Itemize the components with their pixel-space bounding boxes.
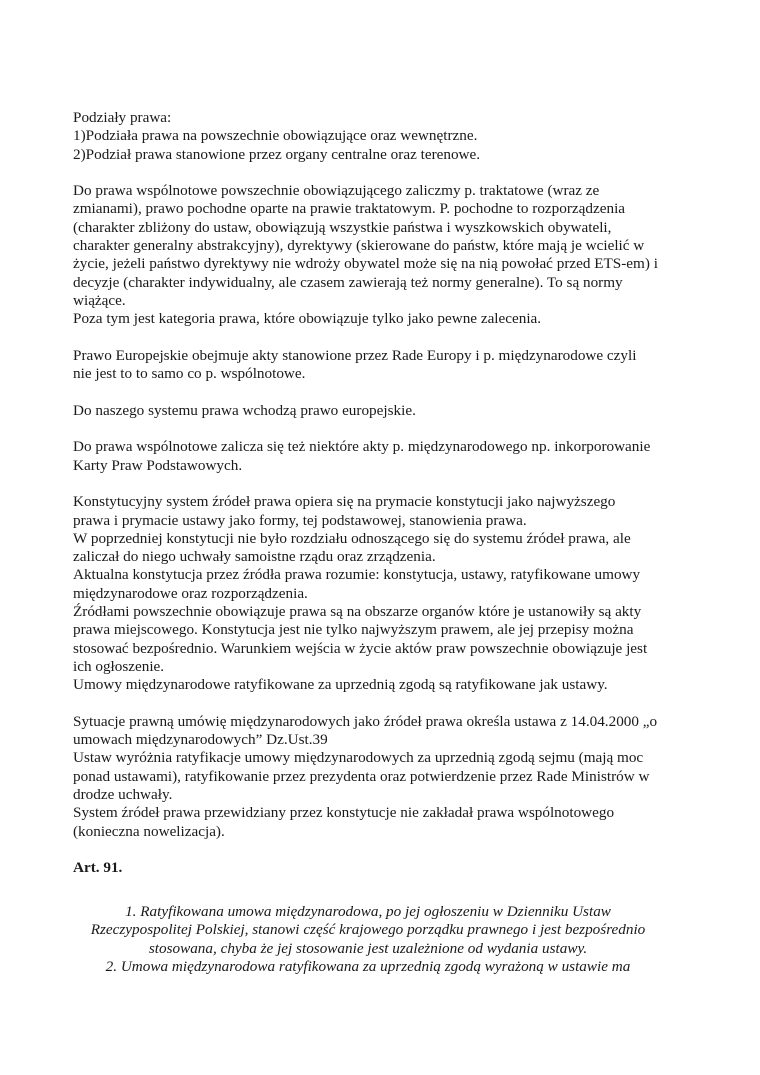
body-text-line: Do prawa wspólnotowe zalicza się też niektóre akty p. międzynarodowego np. inkorporowanie	[73, 438, 651, 456]
body-text-line: nie jest to to samo co p. wspólnotowe.	[73, 365, 306, 383]
body-text-line: ich ogłoszenie.	[73, 657, 165, 675]
body-text-line: Aktualna konstytucja przez źródła prawa rozumie: konstytucja, ustawy, ratyfikowane umowy	[73, 566, 641, 584]
article-text-line: stosowana, chyba że jej stosowanie jest uzależnione od wydania ustawy.	[148, 939, 588, 957]
body-text-line: Podziały prawa:	[73, 109, 172, 126]
body-text-line: System źródeł prawa przewidziany przez konstytucje nie zakładał prawa wspólnotowego	[73, 804, 615, 822]
body-text-line: W poprzedniej konstytucji nie było rozdziału odnoszącego się do systemu źródeł prawa, ale	[73, 529, 631, 547]
body-text-line: Poza tym jest kategoria prawa, które obowiązuje tylko jako pewne zalecenia.	[73, 310, 542, 328]
body-text-line: Konstytucyjny system źródeł prawa opiera się na prymacie konstytucji jako najwyższego	[73, 493, 616, 511]
article-quote	[73, 903, 693, 976]
document-page	[73, 109, 693, 976]
article-text-line: 2. Umowa międzynarodowa ratyfikowana za uprzednią zgodą wyrażoną w ustawie ma	[105, 958, 631, 976]
body-text-line: zmianami), prawo pochodne oparte na prawie traktatowym. P. pochodne to rozporządzenia	[73, 200, 626, 218]
body-text-line: zaliczał do niego uchwały samoistne rządu oraz zrządzenia.	[73, 548, 436, 566]
body-text-line: Do naszego systemu prawa wchodzą prawo europejskie.	[73, 401, 416, 419]
body-text-line: wiążące.	[73, 291, 126, 309]
body-text-line: Ustaw wyróżnia ratyfikacje umowy międzynarodowych za uprzednią zgodą sejmu (mają moc	[73, 749, 644, 767]
body-text-line: Do prawa wspólnotowe powszechnie obowiązującego zaliczmy p. traktatowe (wraz ze	[73, 182, 600, 200]
body-text-line: charakter generalny abstrakcyjny), dyrektywy (skierowane do państw, które mają je wcielić w	[73, 237, 645, 255]
body-text-line: decyzje (charakter indywidualny, ale czasem zawierają też normy generalne). To są normy	[73, 273, 623, 291]
body-text-line: (konieczna nowelizacja).	[73, 822, 225, 840]
blank-line	[73, 164, 693, 182]
body-text-line: Prawo Europejskie obejmuje akty stanowione przez Rade Europy i p. międzynarodowe czyli	[73, 346, 637, 364]
article-text-line: 1. Ratyfikowana umowa międzynarodowa, po jej ogłoszeniu w Dzienniku Ustaw	[125, 903, 611, 921]
body-text-line: Źródłami powszechnie obowiązuje prawa są na obszarze organów które je ustanowiły są akty	[73, 603, 642, 621]
body-text-line: (charakter zbliżony do ustaw, obowiązują wszystkie państwa i wyszkowskich obywateli,	[73, 218, 612, 236]
document-body	[73, 109, 693, 841]
article-text-line: Rzeczypospolitej Polskiej, stanowi część krajowego porządku prawnego i jest bezpośrednio	[90, 921, 646, 939]
blank-line	[73, 475, 693, 493]
body-text-line: prawa miejscowego. Konstytucja jest nie tylko najwyższym prawem, ale jej przepisy można	[73, 621, 634, 639]
body-text-line: życie, jeżeli państwo dyrektywy nie wdroży obywatel może się na nią powołać przed ETS-em) i	[73, 255, 658, 273]
body-text-line: Sytuacje prawną umówię międzynarodowych jako źródeł prawa określa ustawa z 14.04.2000 „o	[73, 712, 658, 730]
body-text-line: 2)Podział prawa stanowione przez organy centralne oraz terenowe.	[73, 145, 481, 163]
body-text-line: ponad ustawami), ratyfikowanie przez prezydenta oraz potwierdzenie przez Rade Ministrów w	[73, 767, 650, 785]
blank-line	[73, 383, 693, 401]
body-text-line: 1)Podziała prawa na powszechnie obowiązujące oraz wewnętrzne.	[73, 127, 478, 145]
body-text-line: międzynarodowe oraz rozporządzenia.	[73, 584, 308, 602]
article-heading: Art. 91.	[73, 858, 123, 876]
blank-line	[73, 695, 693, 713]
body-text-line: prawa i prymacie ustawy jako formy, tej podstawowej, stanowienia prawa.	[73, 511, 527, 529]
body-text-line: stosować bezpośrednio. Warunkiem wejścia w życie aktów praw powszechnie obowiązuje jest	[73, 639, 648, 657]
blank-line	[73, 420, 693, 438]
body-text-line: umowach międzynarodowych” Dz.Ust.39	[73, 731, 328, 749]
body-text-line: drodze uchwały.	[73, 785, 173, 803]
body-text-line: Umowy międzynarodowe ratyfikowane za uprzednią zgodą są ratyfikowane jak ustawy.	[73, 676, 608, 694]
blank-line	[73, 329, 693, 347]
body-text-line: Karty Praw Podstawowych.	[73, 456, 243, 474]
